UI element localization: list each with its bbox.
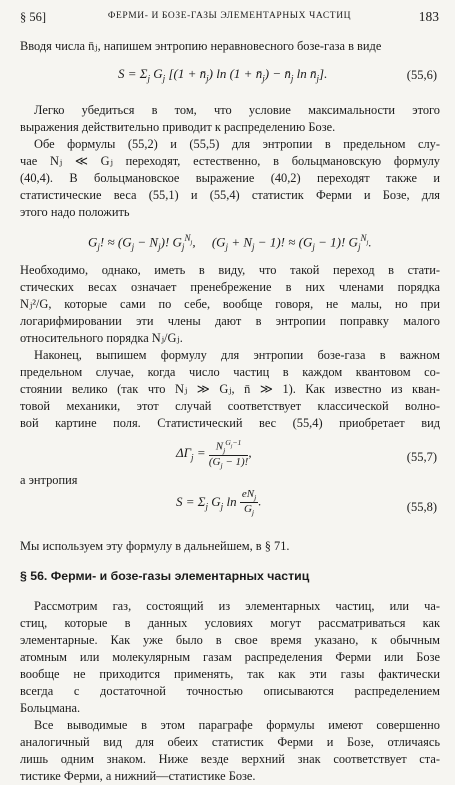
- section-heading: § 56. Ферми- и бозе-газы элементарных частиц: [20, 569, 310, 583]
- equation-55-7: $\Delta\Gamma_j$ = $N_j^{G_j-1}$ $(G_j - 1)$! ,: [176, 438, 252, 471]
- text-line: Nⱼ²/G, которые сами по себе, вообще говоря, не малы, но при: [20, 297, 440, 311]
- text-line: атомным или молекулярным газам распределения Ферми или Бозе: [20, 650, 440, 664]
- text-line: выражения действительно приводит к распределению Бозе.: [20, 120, 336, 134]
- text-line: статистические веса (55,1) и (55,4) статистик Ферми и Бозе, для: [20, 188, 440, 202]
- text-line: аналогичный вид для обеих статистик Ферми и Бозе, отличаясь: [20, 735, 440, 749]
- text-line: товой механики, этот случай соответствует классической волно-: [20, 399, 440, 413]
- page-header: [20, 10, 439, 28]
- page-number: 183: [418, 9, 439, 24]
- text-line: Вводя числа n̄ⱼ, напишем энтропию неравновесного бозе-газа в виде: [20, 39, 382, 53]
- text-line: Легко убедиться в том, что условие максимальности этого: [34, 103, 440, 117]
- equation-55-6: $S = \Sigma_j$ $G_j$ [$(1 + n̄_j)$ $\ln (1 + n̄_j)$ − $n̄_j$ $\ln n̄_j$].: [118, 66, 328, 84]
- text-line: Наконец, выпишем формулу для энтропии бозе-газа в важном: [34, 348, 440, 362]
- text-line: (40,4). В больцмановское выражение (40,2) переходят также и: [20, 171, 440, 185]
- equation-number: (55,7): [406, 450, 437, 464]
- text-line: относительного порядка Nⱼ/Gⱼ.: [20, 331, 183, 345]
- text-line: стоянии велико (так что Nⱼ ≫ Gⱼ, n̄ ≫ 1). Как известно из кван-: [20, 382, 440, 396]
- text-line: Необходимо, однако, иметь в виду, что такой переход в стати-: [20, 263, 440, 277]
- text-line: вообще не приходится применять, так как эти газы фактически: [20, 667, 440, 681]
- text-line: предельном случае, когда число частиц в каждом квантовом со-: [20, 365, 440, 379]
- text-line: лишь одним знаком. Ниже везде верхний знак соответствует ста-: [20, 752, 440, 766]
- equation-55-8: $S = \Sigma_j$ $G_j$ ln $eN_j$ $G_j$ .: [176, 488, 262, 518]
- text-line: Больцмана.: [20, 701, 81, 715]
- text-line: стиц, которые в данных условиях могут рассматриваться как: [20, 616, 440, 630]
- header-section-ref: § 56]: [20, 10, 47, 24]
- text-line: Все выводимые в этом параграфе формулы имеют совершенно: [34, 718, 440, 732]
- text-line: Обе формулы (55,2) и (55,5) для энтропии в предельном слу-: [34, 137, 440, 151]
- text-line: логарифмировании эти члены дают в энтропии поправку малого: [20, 314, 440, 328]
- header-running-title: ФЕРМИ- И БОЗЕ-ГАЗЫ ЭЛЕМЕНТАРНЫХ ЧАСТИЦ: [107, 11, 352, 21]
- text-line: Рассмотрим газ, состоящий из элементарных частиц, или ча-: [34, 599, 440, 613]
- text-line: чае Nⱼ ≪ Gⱼ переходят, естественно, в больцмановскую формулу: [20, 154, 440, 168]
- text-line: этого надо положить: [20, 205, 130, 219]
- equation-number: (55,8): [406, 500, 437, 514]
- text-line: Мы используем эту формулу в дальнейшем, в § 71.: [20, 539, 290, 553]
- equation-limit: $G_j$! ≈ $(G_j - N_j)$! $G_j^{N_j}$, $(G_j + N_j - 1)$! ≈ $(G_j - 1)$! $G_j^{N_j}$.: [88, 233, 372, 252]
- text-line: а энтропия: [20, 473, 78, 487]
- text-line: стических весах означает пренебрежение в них членами порядка: [20, 280, 440, 294]
- text-line: элементарные. Как уже было в свое время указано, к обычным: [20, 633, 440, 647]
- equation-number: (55,6): [406, 68, 437, 82]
- text-line: всегда с достаточной точностью описываются распределением: [20, 684, 440, 698]
- text-line: тистике Ферми, а нижний—статистике Бозе.: [20, 769, 256, 783]
- text-line: вой картине поля. Статистический вес (55,4) приобретает вид: [20, 416, 440, 430]
